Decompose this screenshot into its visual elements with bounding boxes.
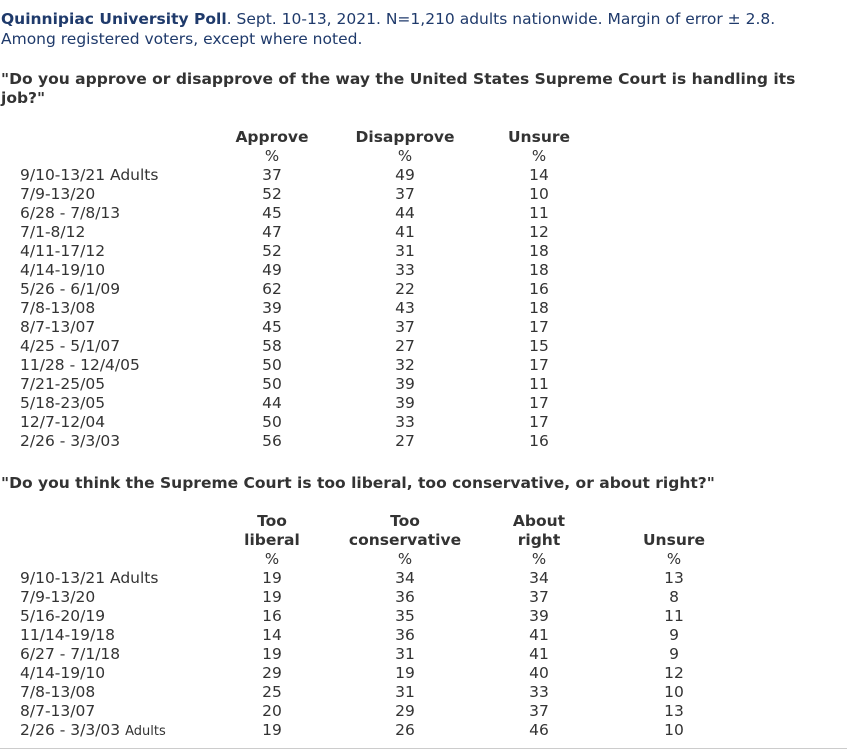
row-date <box>20 318 95 337</box>
row-value: 16 <box>262 607 282 625</box>
row-value: 58 <box>262 337 282 355</box>
q2-col-about-right-line2: right <box>517 531 561 549</box>
row-date-suffix: Adults <box>125 724 166 739</box>
row-date <box>20 394 105 413</box>
row-value: 52 <box>262 185 282 203</box>
row-value: 37 <box>395 318 415 336</box>
row-value: 13 <box>664 702 684 720</box>
row-value: 45 <box>262 204 282 222</box>
table-row <box>20 223 720 242</box>
row-value: 22 <box>395 280 415 298</box>
row-date <box>20 588 95 607</box>
row-value: 9 <box>669 645 679 663</box>
row-value: 37 <box>395 185 415 203</box>
row-value: 27 <box>395 432 415 450</box>
row-value: 44 <box>395 204 415 222</box>
row-value: 49 <box>395 166 415 184</box>
row-value: 17 <box>529 413 549 431</box>
q2-unit-unsure: % <box>666 550 682 568</box>
row-value: 31 <box>395 242 415 260</box>
table-row <box>20 318 720 337</box>
q2-col-too-conservative-line2: conservative <box>348 531 462 549</box>
row-value: 33 <box>395 413 415 431</box>
row-value: 32 <box>395 356 415 374</box>
table-row <box>20 607 720 626</box>
row-value: 10 <box>664 721 684 739</box>
q1-col-disapprove: Disapprove <box>355 128 455 146</box>
q2-col-unsure-line1 <box>624 512 724 531</box>
row-value: 56 <box>262 432 282 450</box>
row-value: 17 <box>529 356 549 374</box>
row-value: 13 <box>664 569 684 587</box>
row-value: 50 <box>262 375 282 393</box>
row-date-text: 6/28 - 7/8/13 <box>20 204 121 222</box>
row-value: 11 <box>664 607 684 625</box>
table-row <box>20 242 720 261</box>
table-row <box>20 702 720 721</box>
row-date-text: 2/26 - 3/3/03 <box>20 432 121 450</box>
row-date-text: 11/14-19/18 <box>20 626 115 644</box>
table-row <box>20 683 720 702</box>
row-value: 50 <box>262 356 282 374</box>
row-value: 62 <box>262 280 282 298</box>
row-date <box>20 356 140 375</box>
row-date-text: 9/10-13/21 Adults <box>20 569 159 587</box>
row-date <box>20 569 158 588</box>
row-value: 18 <box>529 299 549 317</box>
row-date <box>20 375 105 394</box>
row-date <box>20 261 105 280</box>
row-date <box>20 204 120 223</box>
row-value: 41 <box>395 223 415 241</box>
q2-col-unsure-line2: Unsure <box>642 531 706 549</box>
row-date <box>20 280 120 299</box>
row-value: 34 <box>529 569 549 587</box>
row-value: 18 <box>529 242 549 260</box>
row-value: 19 <box>262 721 282 739</box>
row-value: 25 <box>262 683 282 701</box>
row-value: 19 <box>262 569 282 587</box>
table-row <box>20 626 720 645</box>
poll-details: . Sept. 10-13, 2021. N=1,210 adults nationwide. Margin of error ± 2.8. <box>226 10 776 28</box>
q2-col-too-liberal-line2: liberal <box>244 531 300 549</box>
row-value: 19 <box>262 588 282 606</box>
row-value: 20 <box>262 702 282 720</box>
question-approval: "Do you approve or disapprove of the way the United States Supreme Court is handling its job?" <box>1 70 796 107</box>
row-value: 37 <box>529 702 549 720</box>
table-row <box>20 721 720 740</box>
row-date-text: 7/9-13/20 <box>20 588 96 606</box>
row-value: 36 <box>395 588 415 606</box>
row-date <box>20 702 95 721</box>
row-value: 31 <box>395 645 415 663</box>
row-date <box>20 337 120 356</box>
row-value: 27 <box>395 337 415 355</box>
table-row <box>20 645 720 664</box>
bottom-divider <box>0 748 847 749</box>
row-date-text: 7/8-13/08 <box>20 683 96 701</box>
row-value: 19 <box>395 664 415 682</box>
q2-col-unsure <box>624 512 724 550</box>
row-value: 37 <box>262 166 282 184</box>
row-value: 14 <box>529 166 549 184</box>
row-date-text: 5/18-23/05 <box>20 394 106 412</box>
row-date-text: 4/14-19/10 <box>20 261 106 279</box>
row-date <box>20 413 105 432</box>
table-row <box>20 432 720 451</box>
row-date-text: 4/14-19/10 <box>20 664 106 682</box>
row-value: 37 <box>529 588 549 606</box>
row-date <box>20 242 105 261</box>
row-date-text: 9/10-13/21 Adults <box>20 166 159 184</box>
row-date <box>20 721 166 741</box>
table-row <box>20 394 720 413</box>
row-value: 17 <box>529 318 549 336</box>
row-date <box>20 185 95 204</box>
q2-col-too-liberal <box>222 512 322 550</box>
q2-col-too-conservative-line1: Too <box>390 512 420 530</box>
table-row <box>20 185 720 204</box>
row-date <box>20 299 95 318</box>
row-value: 16 <box>529 432 549 450</box>
table-row <box>20 664 720 683</box>
row-value: 47 <box>262 223 282 241</box>
row-value: 40 <box>529 664 549 682</box>
row-value: 15 <box>529 337 549 355</box>
row-value: 50 <box>262 413 282 431</box>
row-value: 41 <box>529 626 549 644</box>
q1-col-approve: Approve <box>235 128 309 146</box>
table-row <box>20 280 720 299</box>
row-date <box>20 645 120 664</box>
row-date-text: 7/8-13/08 <box>20 299 96 317</box>
row-date <box>20 664 105 683</box>
table-row <box>20 569 720 588</box>
q1-unit-disapprove: % <box>397 147 413 165</box>
row-date-text: 2/26 - 3/3/03 <box>20 721 121 739</box>
row-value: 33 <box>395 261 415 279</box>
row-date-text: 12/7-12/04 <box>20 413 106 431</box>
row-value: 18 <box>529 261 549 279</box>
row-date-text: 4/11-17/12 <box>20 242 106 260</box>
q2-unit-too-conservative: % <box>397 550 413 568</box>
table-row <box>20 204 720 223</box>
row-value: 19 <box>262 645 282 663</box>
q2-unit-too-liberal: % <box>264 550 280 568</box>
poll-header <box>1 9 775 49</box>
row-value: 29 <box>262 664 282 682</box>
row-value: 52 <box>262 242 282 260</box>
row-value: 41 <box>529 645 549 663</box>
row-value: 17 <box>529 394 549 412</box>
row-date-text: 7/21-25/05 <box>20 375 106 393</box>
row-date-text: 5/16-20/19 <box>20 607 106 625</box>
row-date <box>20 683 95 702</box>
row-value: 11 <box>529 375 549 393</box>
row-value: 39 <box>529 607 549 625</box>
row-date-text: 8/7-13/07 <box>20 702 96 720</box>
row-value: 36 <box>395 626 415 644</box>
row-value: 49 <box>262 261 282 279</box>
table-row <box>20 375 720 394</box>
row-value: 10 <box>664 683 684 701</box>
row-date-text: 11/28 - 12/4/05 <box>20 356 140 374</box>
row-value: 39 <box>262 299 282 317</box>
row-date-text: 7/1-8/12 <box>20 223 86 241</box>
row-value: 16 <box>529 280 549 298</box>
table-row <box>20 356 720 375</box>
row-date-text: 8/7-13/07 <box>20 318 96 336</box>
q2-col-too-liberal-line1: Too <box>257 512 287 530</box>
row-value: 43 <box>395 299 415 317</box>
table-row <box>20 261 720 280</box>
row-date <box>20 626 115 645</box>
row-value: 46 <box>529 721 549 739</box>
poll-source: Quinnipiac University Poll <box>1 10 227 28</box>
row-value: 10 <box>529 185 549 203</box>
question-ideology: "Do you think the Supreme Court is too liberal, too conservative, or about right?" <box>1 474 715 492</box>
row-value: 11 <box>529 204 549 222</box>
q2-col-about-right-line1: About <box>512 512 566 530</box>
row-value: 44 <box>262 394 282 412</box>
row-value: 33 <box>529 683 549 701</box>
row-date-text: 5/26 - 6/1/09 <box>20 280 121 298</box>
q2-unit-about-right: % <box>531 550 547 568</box>
table-row <box>20 413 720 432</box>
row-date <box>20 223 85 242</box>
row-value: 35 <box>395 607 415 625</box>
row-value: 45 <box>262 318 282 336</box>
row-value: 14 <box>262 626 282 644</box>
row-date-text: 6/27 - 7/1/18 <box>20 645 121 663</box>
poll-note: Among registered voters, except where noted. <box>1 30 363 48</box>
table-row <box>20 588 720 607</box>
row-value: 26 <box>395 721 415 739</box>
table-row <box>20 299 720 318</box>
row-value: 39 <box>395 375 415 393</box>
row-date <box>20 607 105 626</box>
row-value: 31 <box>395 683 415 701</box>
row-value: 12 <box>529 223 549 241</box>
row-date <box>20 432 120 451</box>
q1-unit-approve: % <box>264 147 280 165</box>
row-date <box>20 166 158 185</box>
row-value: 9 <box>669 626 679 644</box>
row-date-text: 7/9-13/20 <box>20 185 96 203</box>
row-value: 8 <box>669 588 679 606</box>
row-value: 39 <box>395 394 415 412</box>
q1-unit-unsure: % <box>531 147 547 165</box>
row-value: 12 <box>664 664 684 682</box>
q1-col-unsure: Unsure <box>507 128 571 146</box>
row-date-text: 4/25 - 5/1/07 <box>20 337 121 355</box>
q2-col-about-right <box>489 512 589 550</box>
q2-col-too-conservative <box>335 512 475 550</box>
table-row <box>20 337 720 356</box>
table-row <box>20 166 720 185</box>
row-value: 34 <box>395 569 415 587</box>
row-value: 29 <box>395 702 415 720</box>
